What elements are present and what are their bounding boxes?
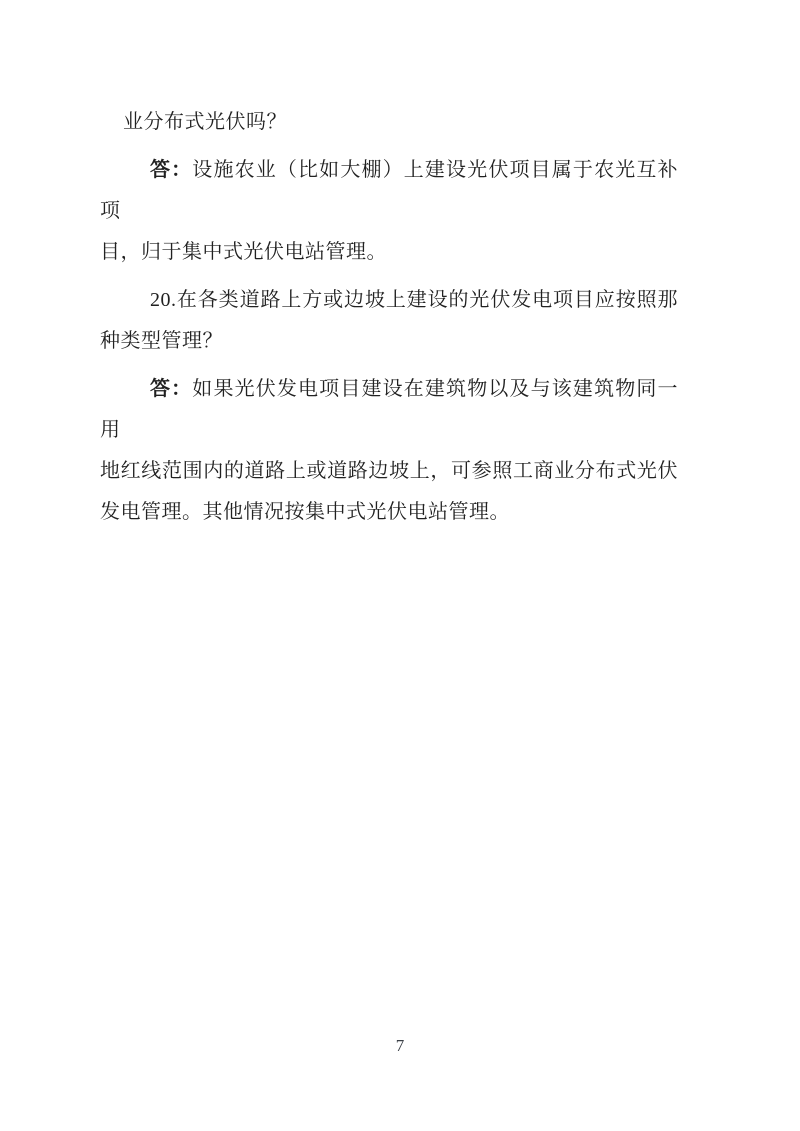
paragraph-answer-19 [100,150,678,273]
text-line [100,150,678,232]
text-line: 目，归于集中式光伏电站管理。 [100,241,387,263]
text-line: 发电管理。其他情况按集中式光伏电站管理。 [100,501,510,523]
answer-text: 如果光伏发电项目建设在建筑物以及与该建筑物同一用 [100,378,679,441]
paragraph-question-20 [100,280,678,362]
document-body [100,102,678,540]
page-number: 7 [395,1036,405,1055]
text-line [100,369,678,451]
answer-label: 答： [150,378,193,400]
answer-text: 设施农业（比如大棚）上建设光伏项目属于农光互补项 [100,159,679,222]
text-line: 地红线范围内的道路上或道路边坡上，可参照工商业分布式光伏 [100,460,678,482]
paragraph-question-19-continuation [100,102,678,143]
answer-label: 答： [150,159,193,181]
paragraph-answer-20 [100,369,678,533]
text-line: 20.在各类道路上方或边坡上建设的光伏发电项目应按照那 [150,289,678,311]
text-line: 种类型管理？ [100,330,223,352]
text-line: 业分布式光伏吗？ [123,111,287,133]
page-footer [0,1036,800,1056]
